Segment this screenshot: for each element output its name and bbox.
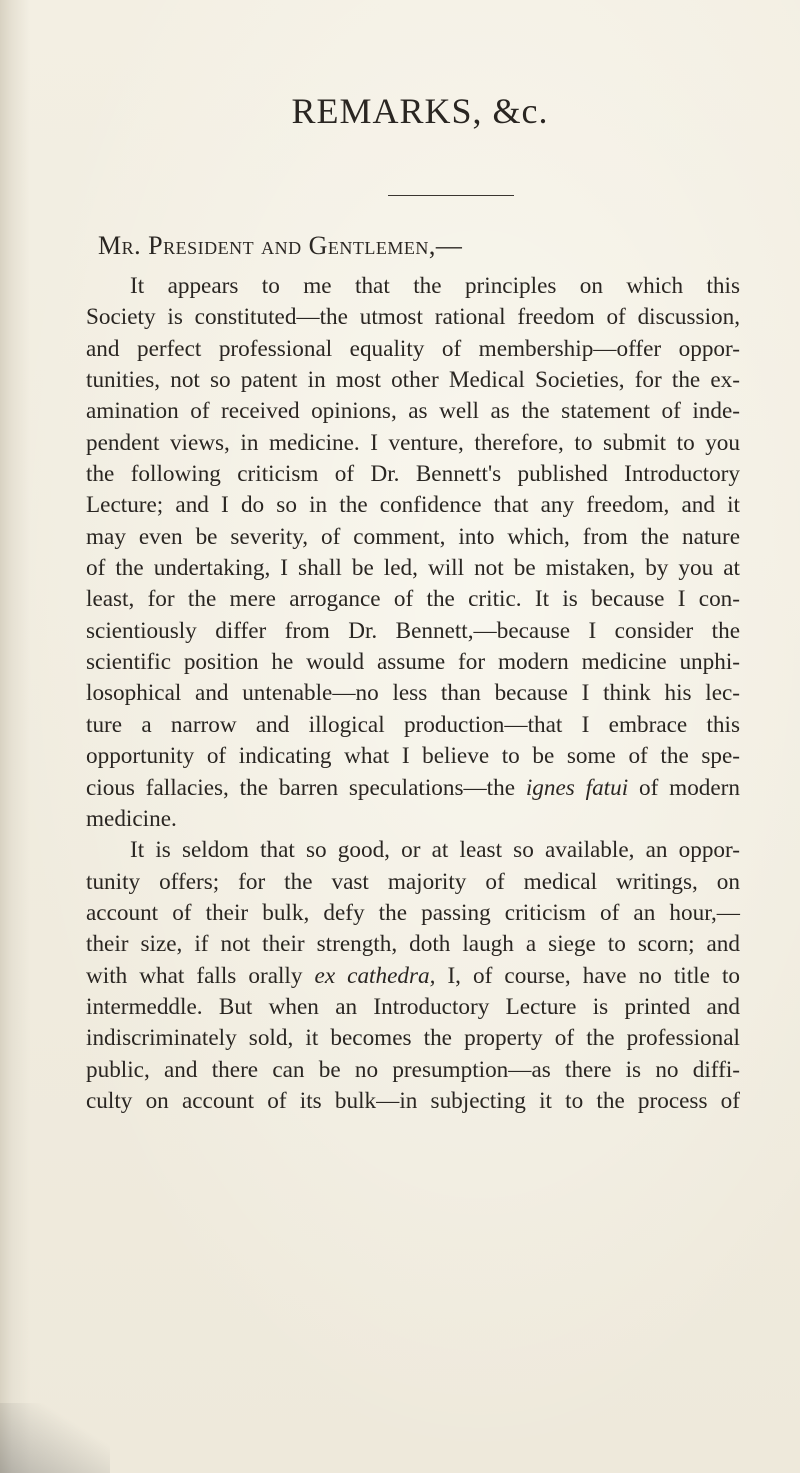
text-line: intermeddle. But when an Introductory Lecture is printed and [86,993,740,1020]
text-line: losophical and untenable—no less than because I think his lec- [86,680,740,707]
text-line: opportunity of indicating what I believe to be some of the spe- [86,743,740,770]
text-line: indiscriminately sold, it becomes the property of the professional [86,1025,740,1052]
page-corner-shadow [0,1403,110,1473]
text-line: their size, if not their strength, doth laugh a siege to scorn; and [86,931,740,958]
text-line: medicine. [86,805,177,832]
title-rule [388,195,514,196]
text-line: Society is constituted—the utmost rational freedom of discussion, [86,304,740,331]
text-line: culty on account of its bulk—in subjecting it to the process of [86,1087,740,1114]
text-line: Lecture; and I do so in the confidence that any freedom, and it [86,492,740,519]
text-line: It is seldom that so good, or at least so available, an oppor- [130,837,740,864]
text-line: and perfect professional equality of membership—offer oppor- [86,335,740,362]
text-segment: I, of course, have no title to [435,962,741,989]
text-line: tunities, not so patent in most other Medical Societies, for the ex- [86,367,740,394]
text-line-with-italic [86,961,740,992]
text-segment: with what falls orally [86,962,315,989]
italic-phrase: ex cathedra, [314,962,436,989]
text-line: scientiously differ from Dr. Bennett,—because I consider the [86,617,740,644]
text-line: account of their bulk, defy the passing criticism of an hour,— [86,899,740,926]
text-line-with-italic [86,773,740,804]
text-line: the following criticism of Dr. Bennett's published Introductory [86,461,740,488]
page-title: REMARKS, &c. [291,91,549,131]
text-line: may even be severity, of comment, into which, from the nature [86,523,740,550]
page-gutter [0,0,30,1473]
text-line: of the undertaking, I shall be led, will not be mistaken, by you at [86,555,740,582]
text-line: least, for the mere arrogance of the critic. It is because I con- [86,586,740,613]
text-line: public, and there can be no presumption—as there is no diffi- [86,1056,740,1083]
text-line: amination of received opinions, as well as the statement of inde- [86,398,740,425]
text-line: It appears to me that the principles on which this [130,273,740,299]
text-segment: cious fallacies, the barren speculations—the [86,774,526,801]
italic-phrase: ignes fatui [525,774,629,801]
text-line: pendent views, in medicine. I venture, therefore, to submit to you [86,429,740,456]
body-text [86,271,740,1117]
text-line: scientific position he would assume for modern medicine unphi- [86,649,740,676]
text-line: ture a narrow and illogical production—that I embrace this [86,711,740,738]
text-line: tunity offers; for the vast majority of medical writings, on [86,868,740,895]
text-segment: of modern [628,774,740,801]
salutation: Mr. President and Gentlemen,— [98,231,463,260]
